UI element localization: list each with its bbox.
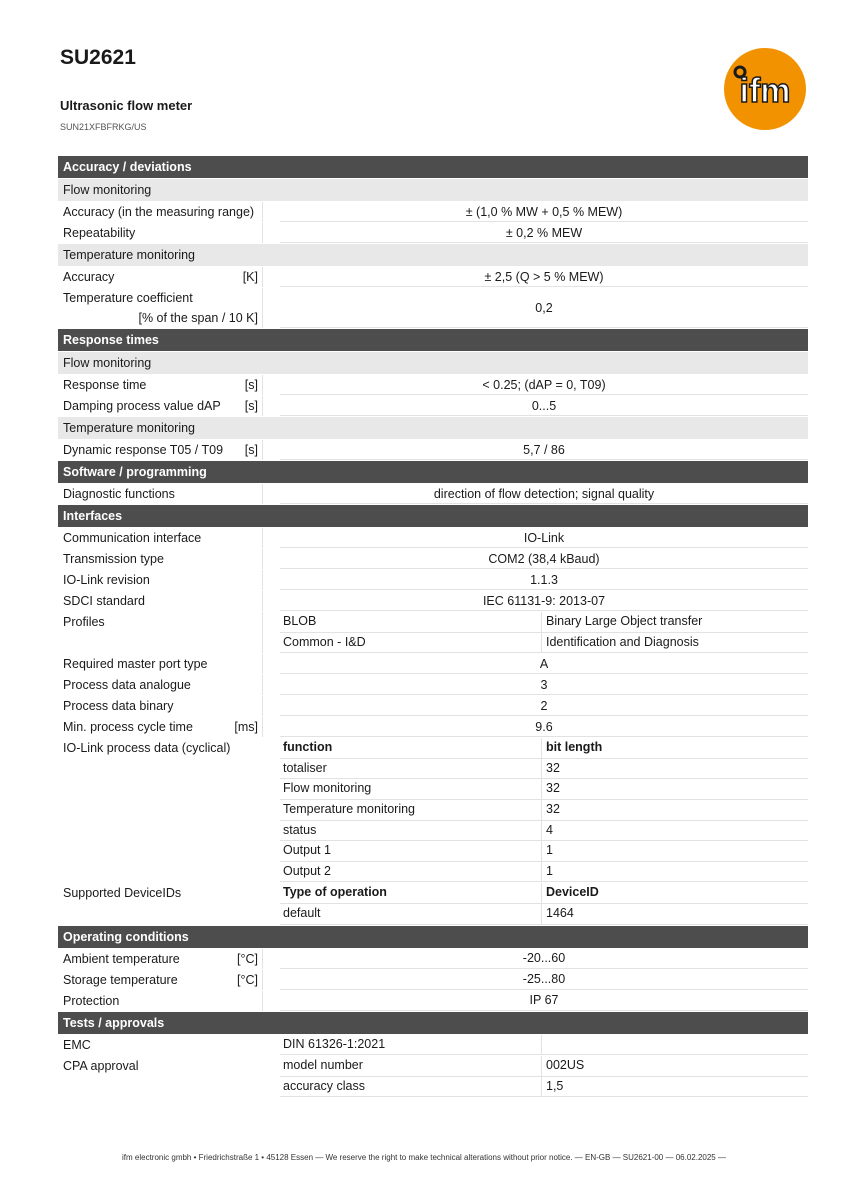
page-footer: ifm electronic gmbh • Friedrichstraße 1 • 45128 Essen — We reserve the right to make technical alterations without prior notice. — EN-GB — SU2621-00 — 06.02.2025 — <box>122 1153 726 1162</box>
cell-bit-length: 1 <box>546 863 553 878</box>
section-header-response-times: Response times <box>58 329 808 351</box>
spec-row-flow-accuracy <box>58 202 808 222</box>
device-id-table <box>280 883 808 924</box>
spec-label <box>58 267 263 287</box>
spec-row-dynamic-response <box>58 440 808 460</box>
spec-value: 0,2 <box>280 288 808 328</box>
table-row <box>280 1077 808 1098</box>
spec-value: 0...5 <box>280 396 808 416</box>
spec-value: -20...60 <box>280 949 808 969</box>
article-code: SUN21XFBFRKG/US <box>60 122 147 132</box>
cell-function: Flow monitoring <box>280 779 542 799</box>
table-row <box>280 904 808 925</box>
cell-bit-length: 32 <box>546 781 560 796</box>
table-header <box>280 738 808 759</box>
section-header-software: Software / programming <box>58 461 808 483</box>
spec-value: ± (1,0 % MW + 0,5 % MEW) <box>280 202 808 222</box>
spec-value: IP 67 <box>280 991 808 1011</box>
table-row <box>280 1035 808 1056</box>
spec-row-damping <box>58 396 808 416</box>
spec-label <box>58 440 263 460</box>
label-text: Supported DeviceIDs <box>63 886 182 901</box>
label-text: Ambient temperature <box>63 951 180 966</box>
spec-value: IEC 61131-9: 2013-07 <box>280 591 808 611</box>
spec-label <box>58 570 263 590</box>
spec-row-process-data-analogue <box>58 675 808 695</box>
label-text: Repeatability <box>63 226 136 240</box>
spec-row-cycle-time <box>58 717 808 737</box>
product-subtitle: Ultrasonic flow meter <box>60 98 193 113</box>
label-text: Dynamic response T05 / T09 <box>63 443 224 457</box>
spec-row-cpa-approval <box>58 1056 808 1097</box>
label-text: Storage temperature <box>63 972 178 987</box>
label-text: Response time <box>63 378 147 392</box>
spec-row-master-port <box>58 654 808 674</box>
table-row <box>280 841 808 862</box>
subsection-flow-monitoring: Flow monitoring <box>58 179 808 201</box>
profile-desc: Identification and Diagnosis <box>546 634 699 649</box>
spec-label <box>58 738 263 882</box>
profile-name: BLOB <box>280 612 542 632</box>
cpa-table <box>280 1056 808 1097</box>
spec-row-transmission <box>58 549 808 569</box>
cell-key: accuracy class <box>280 1077 542 1097</box>
datasheet <box>58 155 808 1097</box>
spec-value: direction of flow detection; signal quality <box>280 484 808 504</box>
spec-row-profiles <box>58 612 808 653</box>
spec-row-protection <box>58 991 808 1011</box>
label-text: Communication interface <box>63 531 202 545</box>
label-text: Process data analogue <box>63 678 191 693</box>
subsection-flow-monitoring: Flow monitoring <box>58 352 808 374</box>
spec-label <box>58 883 263 924</box>
profiles-table <box>280 612 808 653</box>
spec-row-communication <box>58 528 808 548</box>
cell-empty <box>542 1035 808 1055</box>
spec-label <box>58 675 263 695</box>
unit: [°C] <box>237 951 258 966</box>
spec-row-repeatability <box>58 223 808 243</box>
spec-label <box>58 991 263 1011</box>
unit: [% of the span / 10 K] <box>138 311 258 325</box>
unit: [K] <box>242 270 258 284</box>
label-text: Temperature coefficient <box>63 291 193 305</box>
spec-row-response-time <box>58 375 808 395</box>
spec-label <box>58 528 263 548</box>
cell-bit-length: 32 <box>546 760 560 775</box>
spec-value: A <box>280 654 808 674</box>
cell-key: model number <box>280 1056 542 1076</box>
spec-label <box>58 549 263 569</box>
process-data-table <box>280 738 808 882</box>
spec-row-temp-accuracy <box>58 267 808 287</box>
column-header: bit length <box>546 740 603 755</box>
unit: [ms] <box>234 720 258 735</box>
section-header-operating-conditions: Operating conditions <box>58 926 808 948</box>
spec-row-device-ids <box>58 883 808 924</box>
spec-value: 1.1.3 <box>280 570 808 590</box>
profile-name: Common - I&D <box>280 633 542 653</box>
spec-row-emc <box>58 1035 808 1056</box>
spec-row-diagnostic-functions <box>58 484 808 504</box>
spec-label <box>58 484 263 504</box>
section-header-accuracy: Accuracy / deviations <box>58 156 808 178</box>
profile-desc: Binary Large Object transfer <box>546 614 703 628</box>
column-header: function <box>280 738 542 758</box>
spec-label <box>58 717 263 737</box>
label-text: Profiles <box>63 615 105 629</box>
table-header <box>280 883 808 904</box>
cell-function: Output 1 <box>280 841 542 861</box>
spec-value: 3 <box>280 675 808 695</box>
cell-bit-length: 32 <box>546 801 560 816</box>
cell-function: Output 2 <box>280 862 542 882</box>
cell-bit-length: 1 <box>546 843 553 858</box>
label-text: Min. process cycle time <box>63 720 193 735</box>
emc-table <box>280 1035 808 1056</box>
spec-row-temp-coefficient <box>58 288 808 328</box>
cell-bit-length: 4 <box>546 822 553 837</box>
cell-function: totaliser <box>280 759 542 779</box>
table-row <box>280 612 808 633</box>
spec-label <box>58 375 263 395</box>
spec-value: -25...80 <box>280 970 808 990</box>
table-row <box>280 800 808 821</box>
label-text: Protection <box>63 993 120 1008</box>
cell-standard: DIN 61326-1:2021 <box>280 1035 542 1055</box>
spec-label <box>58 970 263 990</box>
table-row <box>280 821 808 842</box>
spec-value: 2 <box>280 696 808 716</box>
spec-label <box>58 1035 263 1056</box>
spec-label <box>58 654 263 674</box>
label-text: CPA approval <box>63 1059 139 1074</box>
spec-row-sdci <box>58 591 808 611</box>
unit: [s] <box>244 443 258 457</box>
spec-label <box>58 223 263 243</box>
label-text: Required master port type <box>63 657 208 672</box>
label-text: SDCI standard <box>63 594 145 608</box>
spec-row-ambient-temperature <box>58 949 808 969</box>
spec-label <box>58 396 263 416</box>
spec-label <box>58 591 263 611</box>
table-row <box>280 779 808 800</box>
label-text: Accuracy <box>63 270 115 284</box>
cell-function: status <box>280 821 542 841</box>
label-text: EMC <box>63 1037 91 1052</box>
spec-label <box>58 696 263 716</box>
spec-value: < 0.25; (dAP = 0, T09) <box>280 375 808 395</box>
spec-value: 5,7 / 86 <box>280 440 808 460</box>
label-text: Diagnostic functions <box>63 487 175 501</box>
spec-value: 9.6 <box>280 717 808 737</box>
spec-label <box>58 202 263 222</box>
label-text: IO-Link process data (cyclical) <box>63 741 231 756</box>
column-header: Type of operation <box>280 883 542 903</box>
spec-row-storage-temperature <box>58 970 808 990</box>
spec-row-process-data-binary <box>58 696 808 716</box>
cell-operation-type: default <box>280 904 542 924</box>
cell-device-id: 1464 <box>546 905 574 920</box>
spec-value: ± 0,2 % MEW <box>280 223 808 243</box>
cell-value: 1,5 <box>546 1078 564 1093</box>
label-text: Damping process value dAP <box>63 399 221 413</box>
spec-row-process-data <box>58 738 808 882</box>
unit: [s] <box>244 399 258 413</box>
cell-function: Temperature monitoring <box>280 800 542 820</box>
spec-label <box>58 612 263 653</box>
label-text: IO-Link revision <box>63 573 150 587</box>
subsection-temperature-monitoring: Temperature monitoring <box>58 417 808 439</box>
table-row <box>280 759 808 780</box>
table-row <box>280 633 808 654</box>
label-text: Accuracy (in the measuring range) <box>63 205 255 219</box>
spec-label <box>58 1056 263 1097</box>
subsection-temperature-monitoring: Temperature monitoring <box>58 244 808 266</box>
table-row <box>280 862 808 883</box>
table-row <box>280 1056 808 1077</box>
section-header-tests-approvals: Tests / approvals <box>58 1012 808 1034</box>
column-header: DeviceID <box>546 885 599 900</box>
svg-text:ifm: ifm <box>739 72 791 110</box>
spec-label <box>58 949 263 969</box>
page-title: SU2621 <box>60 46 136 69</box>
label-text: Transmission type <box>63 552 164 566</box>
label-text: Process data binary <box>63 699 174 714</box>
unit: [s] <box>244 378 258 392</box>
spec-row-iolink-revision <box>58 570 808 590</box>
cell-value: 002US <box>546 1058 585 1073</box>
ifm-logo <box>723 47 807 131</box>
section-header-interfaces: Interfaces <box>58 505 808 527</box>
spec-label <box>58 288 263 328</box>
spec-value: COM2 (38,4 kBaud) <box>280 549 808 569</box>
unit: [°C] <box>237 972 258 987</box>
spec-value: IO-Link <box>280 528 808 548</box>
spec-value: ± 2,5 (Q > 5 % MEW) <box>280 267 808 287</box>
